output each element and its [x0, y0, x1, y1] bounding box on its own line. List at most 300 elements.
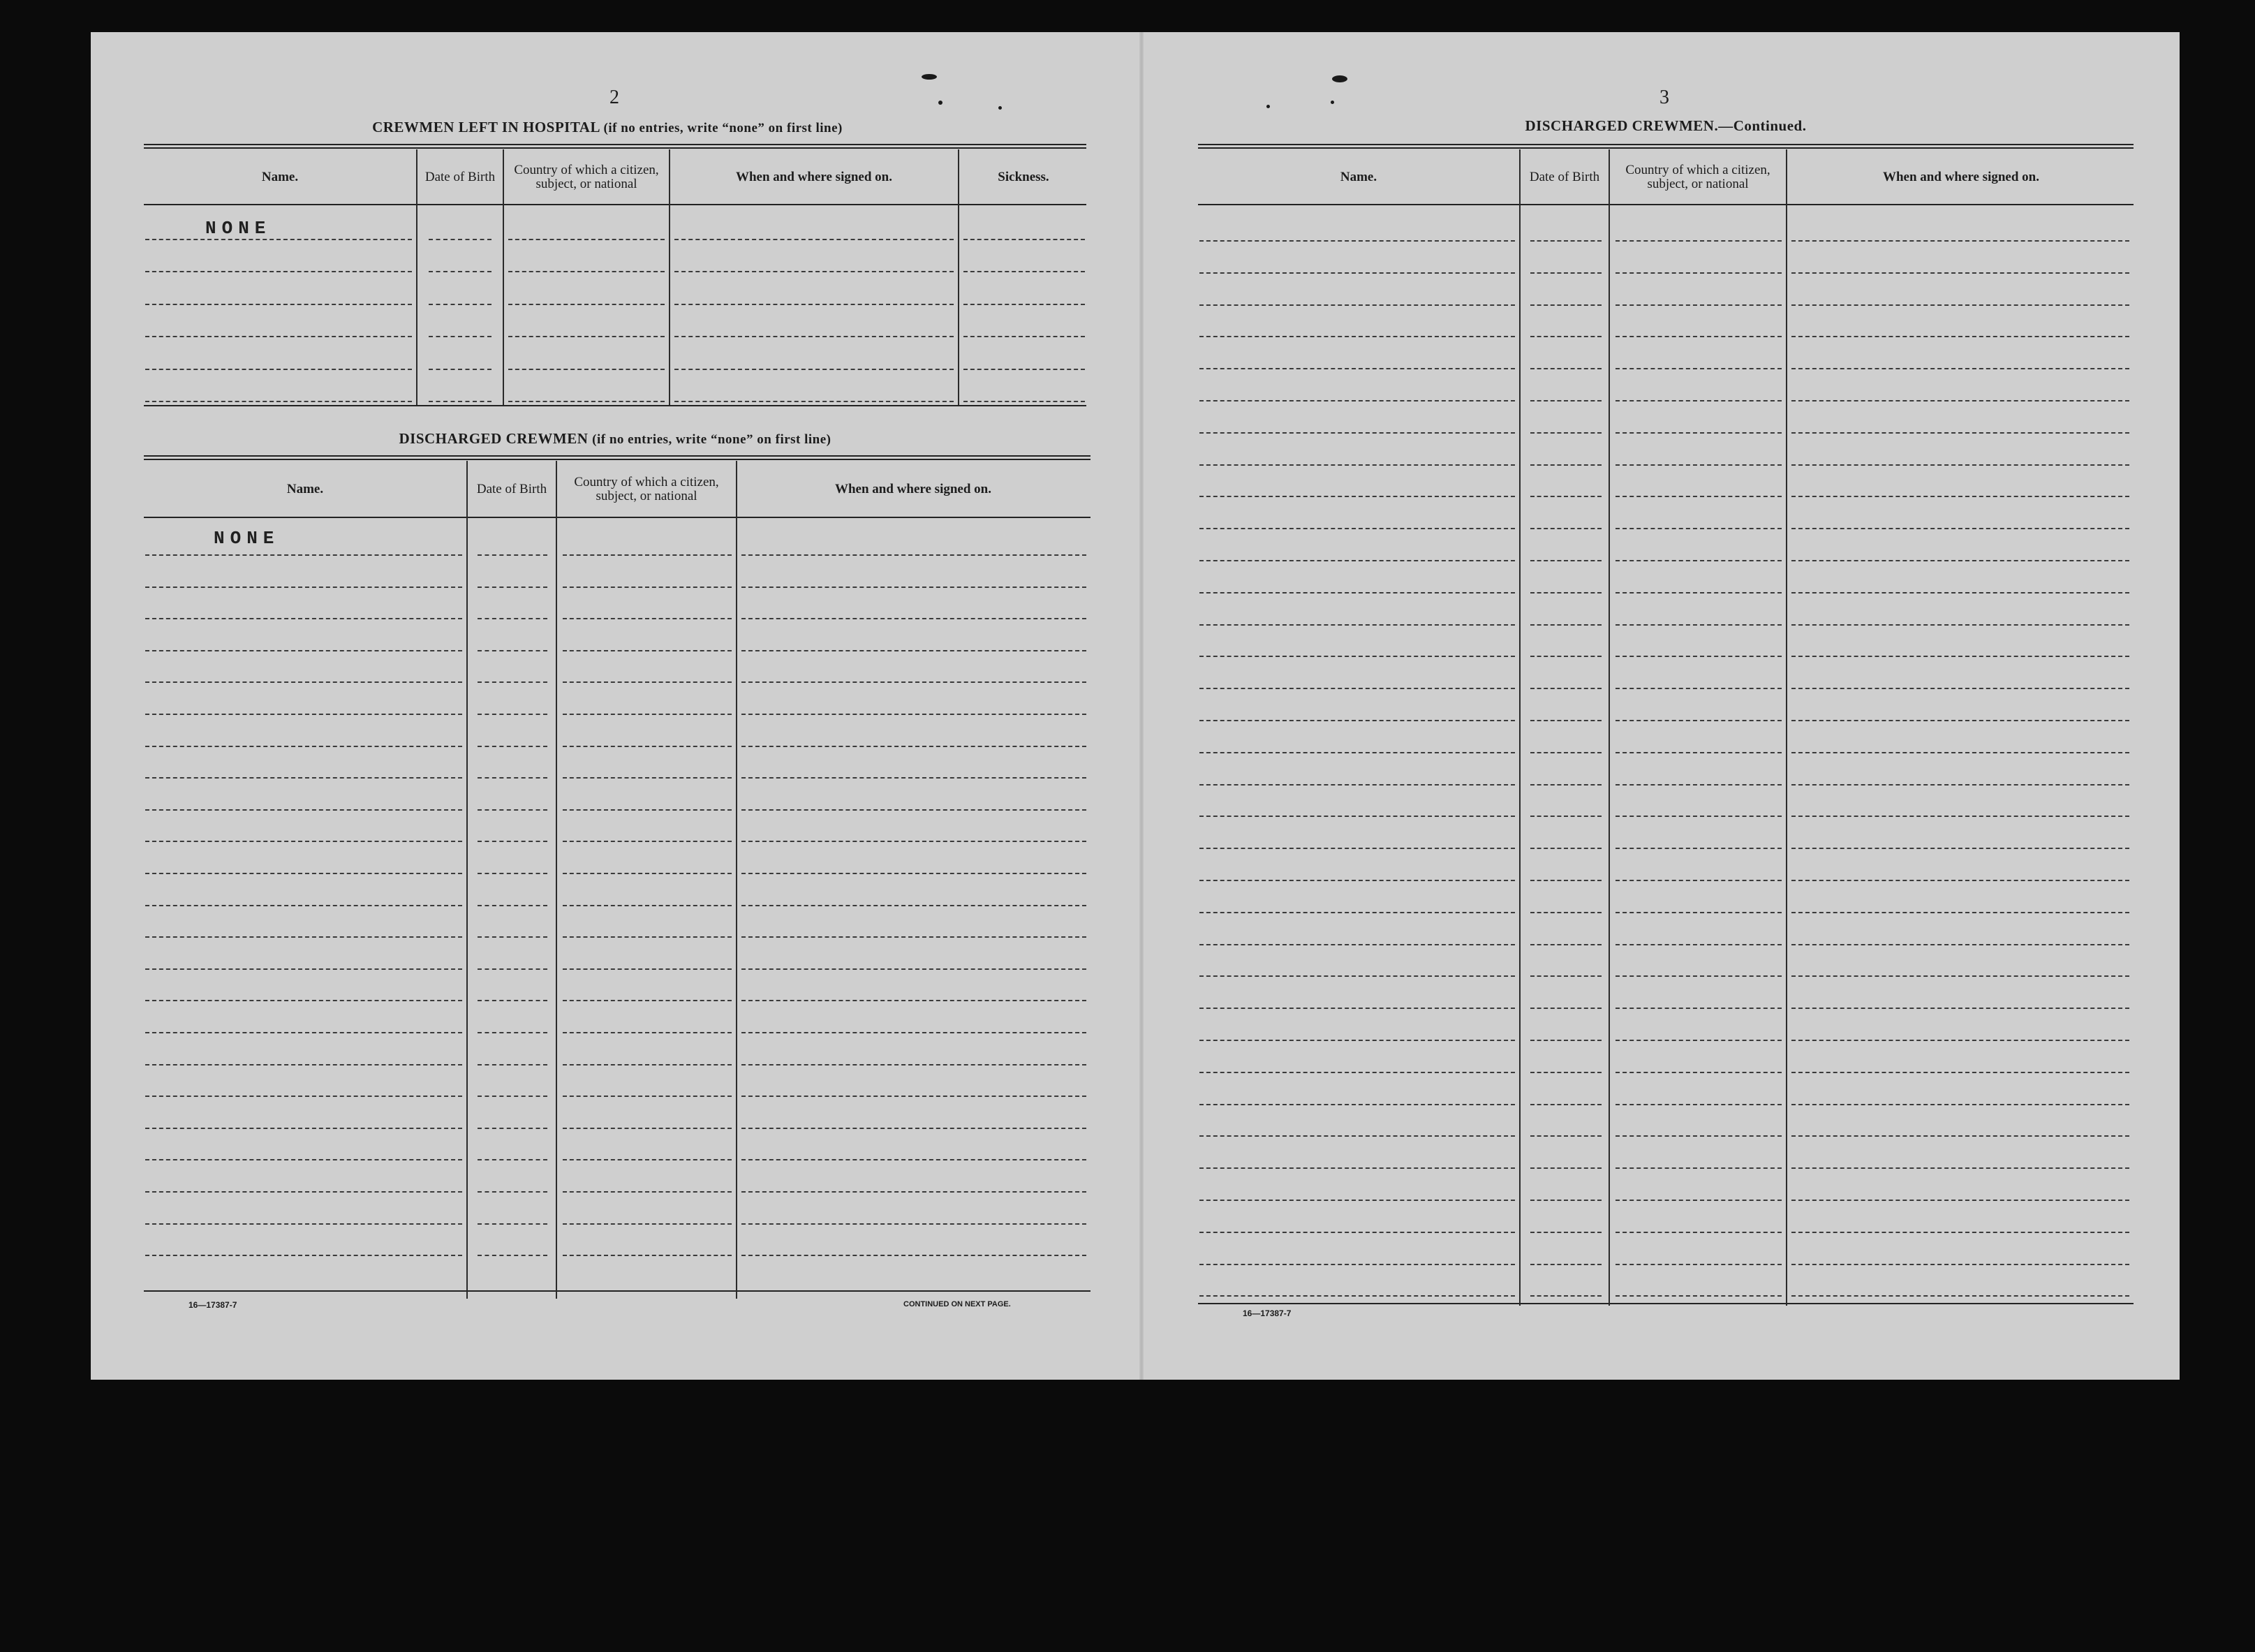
form-line — [563, 1223, 732, 1225]
form-line — [1791, 1135, 2129, 1137]
form-line — [1530, 240, 1602, 242]
form-line — [1530, 400, 1602, 401]
form-line — [563, 1159, 732, 1160]
column-divider — [466, 461, 468, 1299]
form-line — [1791, 880, 2129, 881]
form-line — [1199, 560, 1515, 561]
form-line — [478, 1000, 547, 1001]
form-line — [145, 1032, 462, 1033]
form-line — [1530, 336, 1602, 337]
form-line — [1530, 464, 1602, 466]
form-line — [1199, 912, 1515, 913]
form-line — [1199, 1072, 1515, 1073]
form-line — [1791, 912, 2129, 913]
form-line — [1791, 752, 2129, 753]
scan-speck — [922, 74, 937, 80]
form-line — [741, 587, 1086, 588]
form-line — [145, 1223, 462, 1225]
column-divider — [503, 149, 504, 405]
form-line — [1616, 528, 1782, 529]
form-line — [1791, 1104, 2129, 1105]
form-line — [1791, 624, 2129, 626]
form-line — [1199, 336, 1515, 337]
form-line — [1199, 720, 1515, 721]
hospital-instruction-text: (if no entries, write “none” on first line) — [603, 121, 843, 135]
form-line — [1530, 944, 1602, 945]
form-line — [1791, 656, 2129, 657]
col-header-date-of-birth: Date of Birth — [1529, 170, 1600, 184]
form-line — [1530, 304, 1602, 306]
form-line — [1530, 496, 1602, 497]
discharged-continued-table — [1198, 144, 2134, 1306]
hospital-table — [144, 144, 1086, 409]
form-line — [1530, 432, 1602, 434]
form-line — [563, 618, 732, 619]
form-line — [963, 271, 1085, 272]
table-bottom-rule — [144, 1290, 1090, 1292]
form-line — [1616, 944, 1782, 945]
form-line — [145, 1191, 462, 1193]
form-line — [1616, 784, 1782, 786]
form-line — [1791, 975, 2129, 977]
form-line — [508, 401, 665, 402]
scan-speck — [938, 101, 942, 105]
form-line — [1530, 784, 1602, 786]
form-line — [1530, 656, 1602, 657]
form-line — [478, 1223, 547, 1225]
form-line — [145, 271, 412, 272]
column-divider — [958, 149, 959, 405]
form-line — [145, 587, 462, 588]
form-line — [1616, 1008, 1782, 1009]
discharged-first-entry: NONE — [214, 528, 280, 549]
form-line — [145, 239, 412, 240]
form-line — [1530, 624, 1602, 626]
form-line — [1616, 368, 1782, 369]
form-line — [1199, 816, 1515, 817]
form-line — [741, 777, 1086, 779]
form-line — [1616, 592, 1782, 593]
form-line — [741, 1000, 1086, 1001]
form-line — [145, 777, 462, 779]
form-line — [741, 936, 1086, 938]
discharged-title-text: DISCHARGED CREWMEN — [399, 430, 589, 447]
form-line — [478, 554, 547, 556]
form-line — [563, 1096, 732, 1097]
form-line — [1530, 560, 1602, 561]
form-line — [145, 746, 462, 747]
form-line — [1530, 1072, 1602, 1073]
form-line — [741, 714, 1086, 715]
form-line — [1199, 688, 1515, 689]
form-line — [1791, 368, 2129, 369]
form-line — [1199, 880, 1515, 881]
form-line — [1791, 1295, 2129, 1297]
col-header-country: Country of which a citizen, subject, or national — [514, 163, 659, 191]
col-header-name: Name. — [261, 170, 299, 184]
form-line — [563, 905, 732, 906]
form-line — [1616, 975, 1782, 977]
form-line — [145, 968, 462, 970]
form-line — [563, 554, 732, 556]
form-line — [478, 587, 547, 588]
form-line — [1616, 816, 1782, 817]
form-line — [741, 1255, 1086, 1256]
form-line — [1530, 1232, 1602, 1233]
column-divider — [1786, 149, 1787, 1306]
col-header-date-of-birth: Date of Birth — [424, 170, 496, 184]
form-line — [1616, 1167, 1782, 1169]
col-header-country: Country of which a citizen, subject, or national — [574, 475, 719, 503]
form-line — [1616, 880, 1782, 881]
form-line — [741, 554, 1086, 556]
form-line — [429, 304, 491, 305]
table-bottom-rule — [1198, 1303, 2134, 1304]
form-line — [563, 1128, 732, 1129]
form-line — [1616, 496, 1782, 497]
form-line — [145, 681, 462, 683]
table-top-rule — [144, 455, 1090, 460]
form-line — [478, 1191, 547, 1193]
table-top-rule — [1198, 144, 2134, 149]
form-line — [1616, 688, 1782, 689]
form-line — [478, 714, 547, 715]
form-line — [478, 1064, 547, 1065]
form-line — [145, 650, 462, 651]
form-line — [563, 936, 732, 938]
form-line — [1791, 240, 2129, 242]
form-line — [1791, 496, 2129, 497]
form-line — [1791, 848, 2129, 849]
form-line — [741, 873, 1086, 874]
form-line — [1530, 368, 1602, 369]
form-line — [1530, 912, 1602, 913]
form-line — [145, 336, 412, 337]
form-line — [478, 1255, 547, 1256]
form-line — [478, 873, 547, 874]
form-line — [563, 1032, 732, 1033]
form-line — [1791, 528, 2129, 529]
form-line — [1199, 304, 1515, 306]
form-line — [1199, 1232, 1515, 1233]
form-line — [741, 1159, 1086, 1160]
form-line — [478, 650, 547, 651]
form-line — [1530, 1295, 1602, 1297]
scan-speck — [1266, 105, 1270, 108]
form-line — [145, 1064, 462, 1065]
hospital-section-title — [140, 119, 1075, 136]
form-line — [478, 777, 547, 779]
form-line — [1199, 400, 1515, 401]
column-divider — [556, 461, 557, 1299]
form-line — [563, 1191, 732, 1193]
form-line — [1530, 1264, 1602, 1265]
form-line — [478, 681, 547, 683]
form-line — [1199, 464, 1515, 466]
column-divider — [1609, 149, 1610, 1306]
form-line — [145, 1255, 462, 1256]
form-line — [508, 271, 665, 272]
col-header-name: Name. — [1340, 170, 1377, 184]
form-line — [1199, 656, 1515, 657]
form-line — [1530, 1040, 1602, 1041]
form-line — [1616, 1040, 1782, 1041]
form-line — [1199, 1200, 1515, 1201]
form-line — [1530, 975, 1602, 977]
form-line — [1791, 1008, 2129, 1009]
form-line — [563, 650, 732, 651]
form-line — [1791, 1072, 2129, 1073]
form-line — [1199, 975, 1515, 977]
form-line — [674, 369, 954, 370]
form-line — [145, 841, 462, 842]
form-line — [1199, 1135, 1515, 1137]
form-line — [1791, 1232, 2129, 1233]
form-line — [1791, 592, 2129, 593]
form-line — [563, 587, 732, 588]
col-header-date-of-birth: Date of Birth — [476, 482, 547, 496]
form-line — [145, 1096, 462, 1097]
form-line — [1199, 1264, 1515, 1265]
form-line — [508, 336, 665, 337]
form-line — [1530, 848, 1602, 849]
form-line — [674, 401, 954, 402]
col-header-name: Name. — [286, 482, 324, 496]
table-bottom-rule — [144, 405, 1086, 406]
form-line — [563, 841, 732, 842]
form-line — [963, 304, 1085, 305]
form-line — [1199, 592, 1515, 593]
discharged-continued-title: DISCHARGED CREWMEN.—Continued. — [1525, 117, 1807, 134]
hospital-title-text: CREWMEN LEFT IN HOSPITAL — [372, 119, 600, 135]
form-line — [478, 905, 547, 906]
form-line — [1791, 272, 2129, 274]
column-divider — [1519, 149, 1521, 1306]
form-line — [1530, 720, 1602, 721]
form-line — [741, 1223, 1086, 1225]
form-line — [1791, 720, 2129, 721]
column-divider — [669, 149, 670, 405]
column-divider — [416, 149, 417, 405]
scan-speck — [1332, 75, 1347, 82]
form-line — [1199, 944, 1515, 945]
form-line — [563, 777, 732, 779]
form-line — [563, 809, 732, 811]
form-line — [741, 650, 1086, 651]
form-line — [741, 968, 1086, 970]
col-header-signed-on: When and where signed on. — [834, 482, 991, 496]
form-line — [563, 681, 732, 683]
form-line — [429, 336, 491, 337]
form-line — [563, 1000, 732, 1001]
continued-note: CONTINUED ON NEXT PAGE. — [903, 1300, 1011, 1308]
form-line — [478, 1159, 547, 1160]
form-line — [1199, 368, 1515, 369]
form-line — [429, 239, 491, 240]
col-header-signed-on: When and where signed on. — [735, 170, 892, 184]
form-line — [1616, 848, 1782, 849]
form-line — [145, 369, 412, 370]
form-line — [478, 746, 547, 747]
discharged-instruction-text: (if no entries, write “none” on first line) — [592, 432, 831, 447]
form-line — [145, 304, 412, 305]
form-line — [1199, 1040, 1515, 1041]
form-line — [1616, 912, 1782, 913]
form-line — [1616, 1200, 1782, 1201]
form-line — [1616, 1232, 1782, 1233]
form-line — [1616, 336, 1782, 337]
col-header-signed-on: When and where signed on. — [1882, 170, 2039, 184]
form-line — [145, 401, 412, 402]
form-line — [1616, 240, 1782, 242]
form-line — [145, 905, 462, 906]
form-line — [741, 809, 1086, 811]
form-line — [1199, 752, 1515, 753]
form-line — [1530, 272, 1602, 274]
table-top-rule — [144, 144, 1086, 149]
form-line — [963, 239, 1085, 240]
form-line — [145, 714, 462, 715]
form-line — [1530, 592, 1602, 593]
form-line — [963, 369, 1085, 370]
form-line — [1791, 304, 2129, 306]
column-divider — [736, 461, 737, 1299]
hospital-first-entry: NONE — [205, 218, 272, 239]
form-line — [1530, 816, 1602, 817]
form-line — [145, 1128, 462, 1129]
form-line — [1530, 528, 1602, 529]
form-line — [1199, 784, 1515, 786]
form-line — [145, 936, 462, 938]
form-line — [1530, 752, 1602, 753]
form-line — [1616, 1104, 1782, 1105]
form-line — [1791, 1264, 2129, 1265]
form-line — [563, 714, 732, 715]
form-line — [1199, 1167, 1515, 1169]
form-line — [1199, 1104, 1515, 1105]
form-line — [963, 401, 1085, 402]
form-line — [1616, 304, 1782, 306]
form-line — [674, 239, 954, 240]
form-line — [1530, 1008, 1602, 1009]
form-line — [1616, 432, 1782, 434]
form-line — [478, 1128, 547, 1129]
form-line — [741, 746, 1086, 747]
scan-speck — [1331, 101, 1334, 104]
discharged-table — [144, 455, 1090, 1300]
form-line — [1616, 272, 1782, 274]
form-line — [1791, 1200, 2129, 1201]
form-line — [1616, 464, 1782, 466]
scan-speck — [998, 106, 1002, 110]
form-line — [145, 809, 462, 811]
form-line — [963, 336, 1085, 337]
form-line — [478, 809, 547, 811]
form-line — [1791, 432, 2129, 434]
form-line — [1791, 400, 2129, 401]
form-line — [1616, 656, 1782, 657]
form-line — [1199, 272, 1515, 274]
form-number-left: 16—17387-7 — [188, 1300, 237, 1310]
col-header-country: Country of which a citizen, subject, or national — [1625, 163, 1770, 191]
form-line — [508, 369, 665, 370]
form-line — [1616, 1295, 1782, 1297]
form-line — [1530, 880, 1602, 881]
form-line — [429, 401, 491, 402]
form-line — [1616, 1264, 1782, 1265]
form-line — [1530, 1104, 1602, 1105]
form-line — [508, 239, 665, 240]
form-line — [563, 1064, 732, 1065]
form-line — [1530, 1167, 1602, 1169]
form-line — [1530, 688, 1602, 689]
form-line — [1791, 944, 2129, 945]
page-fold — [1139, 32, 1144, 1380]
form-line — [563, 746, 732, 747]
form-line — [1199, 1008, 1515, 1009]
form-line — [145, 554, 462, 556]
form-line — [741, 1128, 1086, 1129]
form-line — [1616, 560, 1782, 561]
form-line — [563, 1255, 732, 1256]
form-line — [1791, 336, 2129, 337]
form-line — [1616, 720, 1782, 721]
form-line — [1616, 1135, 1782, 1137]
form-line — [674, 271, 954, 272]
form-line — [1616, 1072, 1782, 1073]
form-line — [1199, 624, 1515, 626]
form-line — [478, 841, 547, 842]
form-line — [741, 1032, 1086, 1033]
form-line — [1199, 496, 1515, 497]
form-line — [741, 1064, 1086, 1065]
form-line — [1791, 1040, 2129, 1041]
form-line — [741, 841, 1086, 842]
form-line — [478, 936, 547, 938]
form-line — [1791, 688, 2129, 689]
form-line — [1791, 1167, 2129, 1169]
form-line — [741, 681, 1086, 683]
page-number-left: 2 — [609, 87, 619, 108]
form-line — [1199, 528, 1515, 529]
form-line — [741, 905, 1086, 906]
form-line — [563, 968, 732, 970]
form-line — [478, 1096, 547, 1097]
form-line — [1791, 464, 2129, 466]
form-line — [145, 618, 462, 619]
form-line — [145, 1000, 462, 1001]
form-line — [478, 618, 547, 619]
form-line — [1199, 432, 1515, 434]
form-line — [1616, 752, 1782, 753]
discharged-section-title — [144, 430, 1086, 448]
table-header-rule — [144, 517, 1090, 518]
form-line — [478, 1032, 547, 1033]
form-line — [1791, 816, 2129, 817]
form-line — [145, 873, 462, 874]
form-line — [1791, 560, 2129, 561]
form-line — [741, 1191, 1086, 1193]
form-line — [1616, 624, 1782, 626]
form-number-right: 16—17387-7 — [1243, 1308, 1292, 1318]
form-line — [429, 369, 491, 370]
form-line — [1199, 848, 1515, 849]
table-header-rule — [1198, 204, 2134, 205]
page-number-right: 3 — [1659, 87, 1669, 108]
table-header-rule — [144, 204, 1086, 205]
form-line — [478, 968, 547, 970]
form-line — [1530, 1200, 1602, 1201]
